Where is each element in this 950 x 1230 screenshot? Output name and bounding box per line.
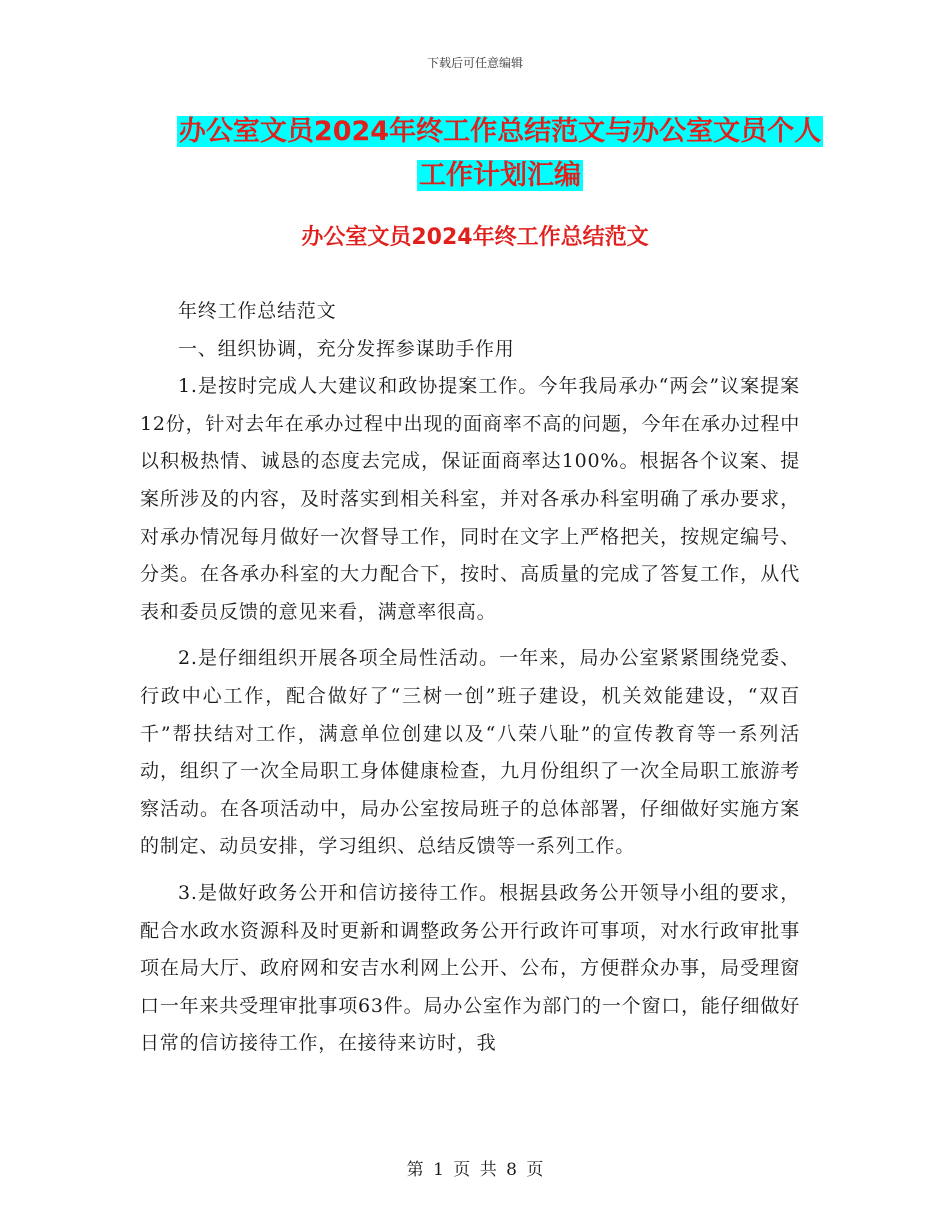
title-line-2: 工作计划汇编: [419, 160, 581, 191]
header-note: 下载后可任意编辑: [426, 56, 523, 70]
title-line-1: 办公室文员2024年终工作总结范文与办公室文员个人: [178, 116, 822, 147]
paragraph-item-2: 2.是仔细组织开展各项全局性活动。一年来，局办公室紧紧围绕党委、行政中心工作，配合做好了“三树一创”班子建设，机关效能建设，“双百千”帮扶结对工作，满意单位创建以及“八荣八耻”的宣传教育等一系列活动，组织了一次全局职工身体健康检查，九月份组织了一次全局职工旅游考察活动。在各项活动中，局办公室按局班子的总体部署，仔细做好实施方案的制定、动员安排，学习组织、总结反馈等一系列工作。: [140, 647, 800, 858]
paragraph-heading: 年终工作总结范文: [178, 300, 337, 322]
paragraph-item-1: 1.是按时完成人大建议和政协提案工作。今年我局承办“两会”议案提案12份，针对去年在承办过程中出现的面商率不高的问题，今年在承办过程中以积极热情、诚恳的态度去完成，保证面商率达100%。根据各个议案、提案所涉及的内容，及时落实到相关科室，并对各承办科室明确了承办要求，对承办情况每月做好一次督导工作，同时在文字上严格把关，按规定编号、分类。在各承办科室的大力配合下，按时、高质量的完成了答复工作，从代表和委员反馈的意见来看，满意率很高。: [140, 375, 800, 623]
section-title: 办公室文员2024年终工作总结范文: [301, 225, 649, 250]
page-number: 第 1 页 共 8 页: [406, 1160, 544, 1180]
document-body: [140, 293, 800, 1063]
paragraph-item-3: 3.是做好政务公开和信访接待工作。根据县政务公开领导小组的要求，配合水政水资源科及时更新和调整政务公开行政许可事项，对水行政审批事项在局大厅、政府网和安吉水利网上公开、公布，方便群众办事，局受理窗口一年来共受理审批事项63件。局办公室作为部门的一个窗口，能仔细做好日常的信访接待工作，在接待来访时，我: [140, 881, 800, 1055]
document-title: [140, 110, 860, 198]
paragraph-section-1: 一、组织协调，充分发挥参谋助手作用: [178, 337, 515, 360]
